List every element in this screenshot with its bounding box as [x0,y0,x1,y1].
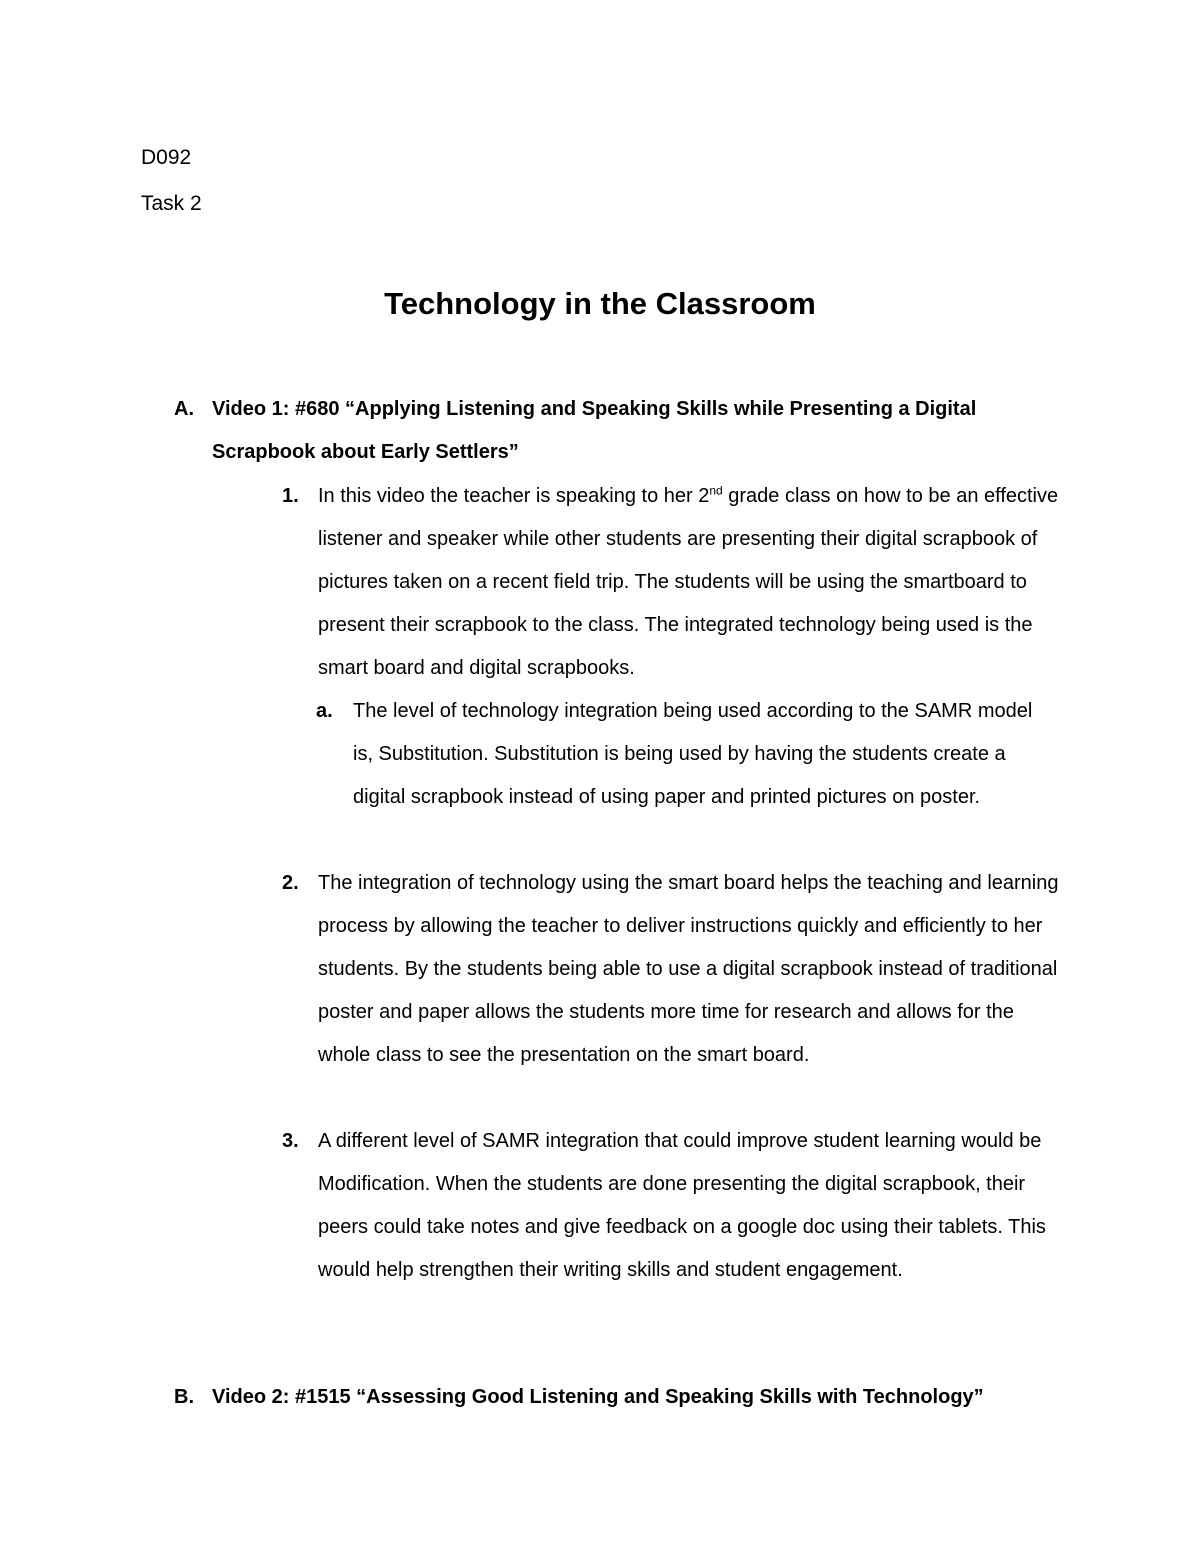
section-a-marker: A. [174,398,194,420]
section-a-heading: Video 1: #680 “Applying Listening and Speaking Skills while Presenting a Digital Scrapbook about Early Settlers” [212,398,977,463]
list-item-2 [282,862,1068,1077]
sub-item-a-text: The level of technology integration being used according to the SAMR model is, Substitution. Substitution is being used by having the students create a digital scrapbook instead of using paper and printed pictures on poster. [353,700,1033,808]
list-item-1-text-start: In this video the teacher is speaking to her 2 [318,485,710,507]
list-item-3 [282,1120,1068,1292]
list-item-3-marker: 3. [282,1130,299,1152]
list-item-1-marker: 1. [282,485,299,507]
ordinal-suffix: nd [709,483,723,498]
section-a [174,388,1072,474]
list-item-1-text-end: grade class on how to be an effective listener and speaker while other students are presenting their digital scrapbook of pictures taken on a recent field trip. The students will be using the smartboard to present their scrapbook to the class. The integrated technology being used is the smart board and digital scrapbooks. [318,485,1059,679]
document-title: Technology in the Classroom [384,286,816,321]
list-item-1 [282,475,1068,690]
list-item-2-marker: 2. [282,872,299,894]
course-code: D092 [141,146,192,169]
list-item-2-text: The integration of technology using the smart board helps the teaching and learning process by allowing the teacher to deliver instructions quickly and efficiently to her students. By the students being able to use a digital scrapbook instead of traditional poster and paper allows the students more time for research and allows for the whole class to see the presentation on the smart board. [318,872,1059,1066]
section-b-heading: Video 2: #1515 “Assessing Good Listening and Speaking Skills with Technology” [212,1386,984,1408]
sub-item-a [316,690,1053,819]
list-item-3-text: A different level of SAMR integration that could improve student learning would be Modification. When the students are done presenting the digital scrapbook, their peers could take notes and give feedback on a google doc using their tablets. This would help strengthen their writing skills and student engagement. [318,1130,1046,1281]
task-label: Task 2 [141,192,202,215]
section-b-marker: B. [174,1386,194,1408]
sub-item-a-marker: a. [316,700,333,722]
section-b [174,1376,1072,1419]
